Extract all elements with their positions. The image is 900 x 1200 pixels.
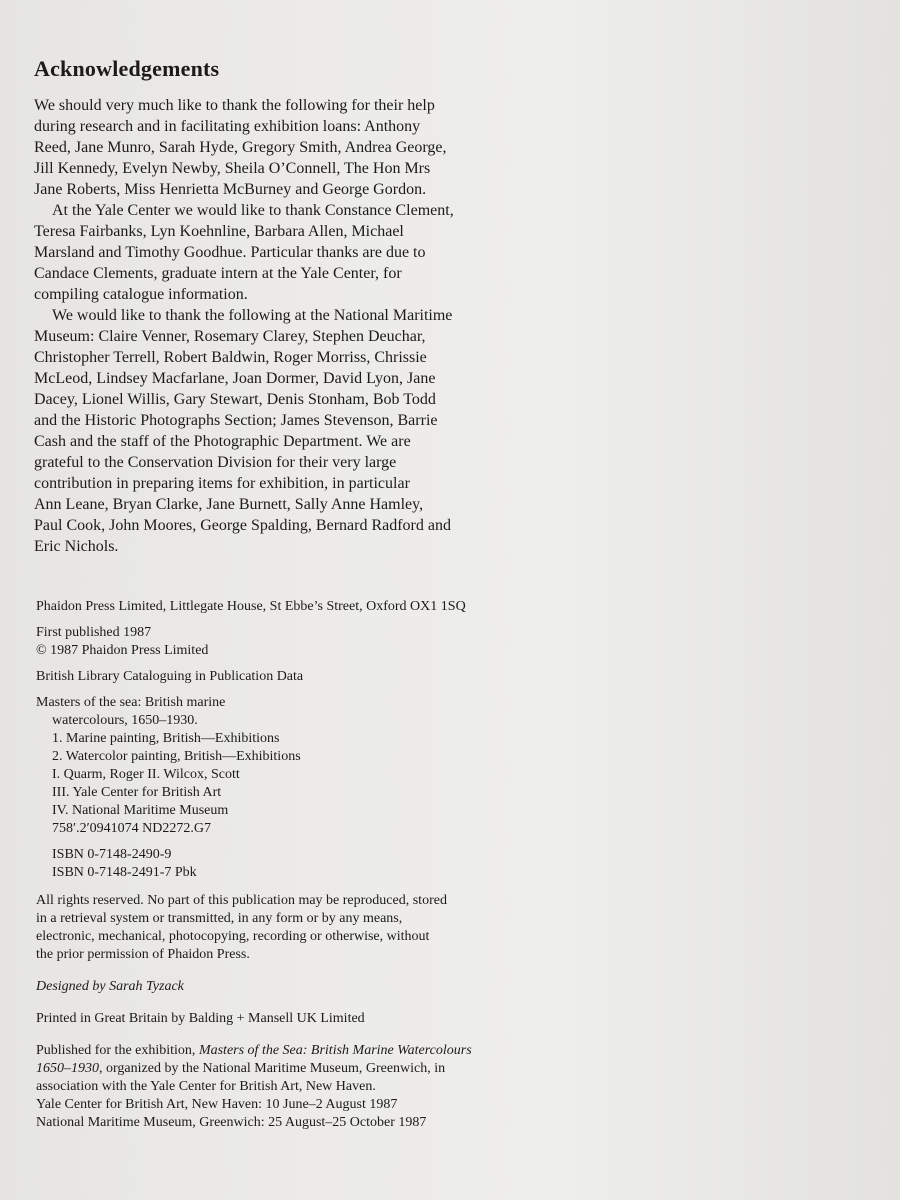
cip-line: IV. National Maritime Museum [52, 803, 229, 818]
acknowledgement-line: Museum: Claire Venner, Rosemary Clarey, Stephen Deuchar, [34, 328, 426, 345]
rights-line: electronic, mechanical, photocopying, recording or otherwise, without [36, 929, 430, 944]
designed-by-line: Designed by Sarah Tyzack [36, 979, 184, 994]
cip-line: 1. Marine painting, British—Exhibitions [52, 731, 280, 746]
isbn-block [36, 846, 556, 882]
acknowledgement-line: Jane Roberts, Miss Henrietta McBurney and George Gordon. [34, 181, 427, 198]
exhibition-organizer: , organized by the National Maritime Museum, Greenwich, in [99, 1061, 446, 1076]
acknowledgement-line: Dacey, Lionel Willis, Gary Stewart, Denis Stonham, Bob Todd [34, 391, 436, 408]
show-through-print [587, 56, 900, 544]
acknowledgement-line: Teresa Fairbanks, Lyn Koehnline, Barbara Allen, Michael [34, 223, 404, 240]
acknowledgement-line: and the Historic Photographs Section; James Stevenson, Barrie [34, 412, 438, 429]
acknowledgement-line: At the Yale Center we would like to thank Constance Clement, [52, 202, 454, 219]
copyright-line: © 1987 Phaidon Press Limited [36, 643, 209, 658]
acknowledgement-line: We should very much like to thank the following for their help [34, 97, 435, 114]
acknowledgement-line: McLeod, Lindsey Macfarlane, Joan Dormer, David Lyon, Jane [34, 370, 436, 387]
exhibition-line-5: National Maritime Museum, Greenwich: 25 August–25 October 1987 [36, 1115, 427, 1130]
cip-line: III. Yale Center for British Art [52, 785, 222, 800]
rights-line: All rights reserved. No part of this publication may be reproduced, stored [36, 893, 447, 908]
publication-history [36, 624, 556, 660]
acknowledgement-line: Paul Cook, John Moores, George Spalding, Bernard Radford and [34, 517, 451, 534]
cip-line: 758′.2′0941074 ND2272.G7 [52, 821, 211, 836]
acknowledgement-line: Cash and the staff of the Photographic Department. We are [34, 433, 411, 450]
designer-credit [36, 978, 556, 996]
exhibition-line-1 [36, 1042, 556, 1060]
exhibition-title-dates: 1650–1930 [36, 1061, 99, 1076]
isbn-line: ISBN 0-7148-2490-9 [52, 847, 172, 862]
exhibition-line-2 [36, 1060, 556, 1078]
printed-by-line: Printed in Great Britain by Balding + Mansell UK Limited [36, 1011, 365, 1026]
exhibition-prefix: Published for the exhibition, [36, 1043, 199, 1058]
cip-line: 2. Watercolor painting, British—Exhibitions [52, 749, 301, 764]
rights-notice [36, 892, 556, 964]
cip-line: watercolours, 1650–1930. [52, 713, 198, 728]
rights-line: the prior permission of Phaidon Press. [36, 947, 250, 962]
exhibition-line-3: association with the Yale Center for British Art, New Haven. [36, 1079, 376, 1094]
acknowledgement-line: grateful to the Conservation Division for their very large [34, 454, 397, 471]
acknowledgement-line: Reed, Jane Munro, Sarah Hyde, Gregory Smith, Andrea George, [34, 139, 447, 156]
cip-line: Masters of the sea: British marine [36, 695, 226, 710]
acknowledgement-line: Candace Clements, graduate intern at the Yale Center, for [34, 265, 402, 282]
acknowledgement-line: Jill Kennedy, Evelyn Newby, Sheila O’Connell, The Hon Mrs [34, 160, 431, 177]
acknowledgements-text [34, 95, 564, 557]
publisher-address [36, 598, 556, 616]
acknowledgement-line: contribution in preparing items for exhibition, in particular [34, 475, 410, 492]
acknowledgement-line: during research and in facilitating exhibition loans: Anthony [34, 118, 421, 135]
cip-heading: British Library Cataloguing in Publication Data [36, 669, 304, 684]
copyright-imprint [36, 598, 556, 1132]
acknowledgements-heading: Acknowledgements [34, 56, 220, 81]
isbn-line: ISBN 0-7148-2491-7 Pbk [52, 865, 197, 880]
acknowledgement-line: Eric Nichols. [34, 538, 119, 555]
acknowledgement-line: Ann Leane, Bryan Clarke, Jane Burnett, Sally Anne Hamley, [34, 496, 424, 513]
acknowledgement-line: We would like to thank the following at the National Maritime [52, 307, 453, 324]
cip-heading-block [36, 668, 556, 686]
exhibition-note [36, 1042, 556, 1132]
cip-line: I. Quarm, Roger II. Wilcox, Scott [52, 767, 240, 782]
acknowledgement-line: compiling catalogue information. [34, 286, 248, 303]
publisher-line: Phaidon Press Limited, Littlegate House, St Ebbe’s Street, Oxford OX1 1SQ [36, 599, 466, 614]
rights-line: in a retrieval system or transmitted, in any form or by any means, [36, 911, 403, 926]
acknowledgement-line: Christopher Terrell, Robert Baldwin, Roger Morriss, Chrissie [34, 349, 427, 366]
printer-credit [36, 1010, 556, 1028]
acknowledgement-line: Marsland and Timothy Goodhue. Particular thanks are due to [34, 244, 426, 261]
exhibition-title: Masters of the Sea: British Marine Watercolours [198, 1043, 472, 1058]
cip-data [36, 694, 556, 838]
first-published-line: First published 1987 [36, 625, 152, 640]
exhibition-line-4: Yale Center for British Art, New Haven: 10 June–2 August 1987 [36, 1097, 398, 1112]
